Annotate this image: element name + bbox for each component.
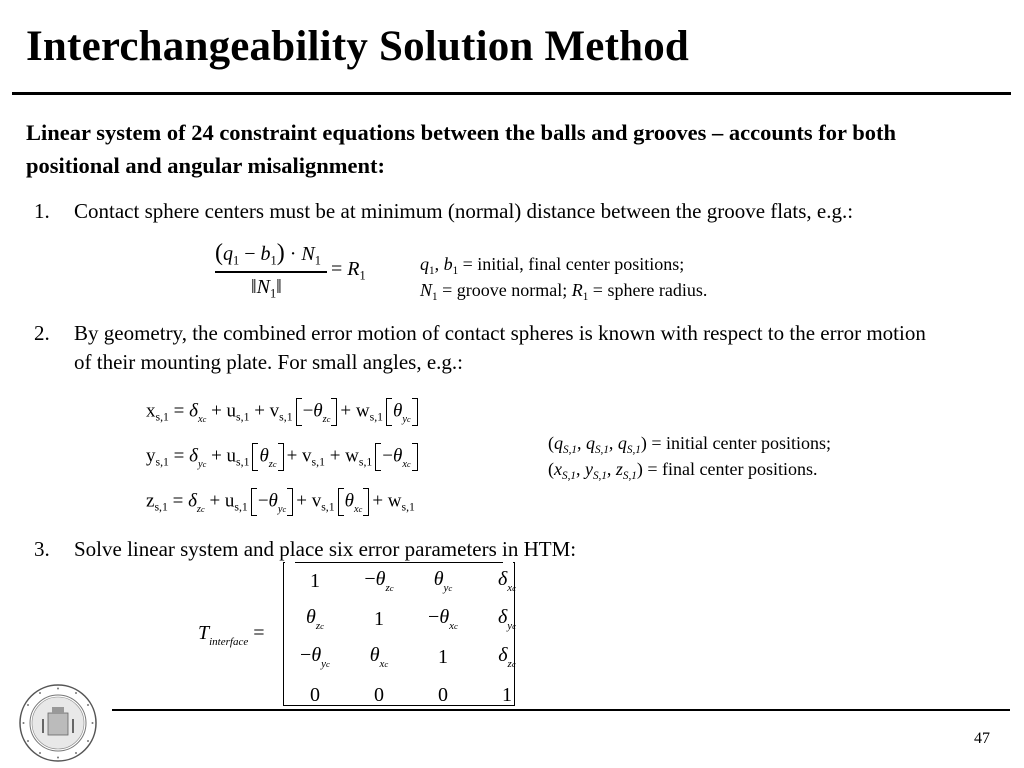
note-text: = final center positions. bbox=[642, 459, 818, 479]
note-final-center: ($x_{S,1}$, $y_{S,1}$, $z_{S,1}$) = final center positions. bbox=[548, 459, 818, 482]
matrix-cell: 1 bbox=[374, 607, 384, 630]
matrix-cell: $\delta_{yc}$ bbox=[497, 605, 517, 633]
equation-z: $z_{s,1} = \delta_{zc} + u_{s,1} -\theta_{yc} + v_{s,1}$ $\theta_{xc} + w_{s,1}$ bbox=[146, 488, 415, 516]
list-number: 2. bbox=[34, 321, 50, 345]
matrix-cell: $\delta_{zc}$ bbox=[498, 643, 516, 671]
note-text: = initial, final center positions; bbox=[458, 254, 685, 274]
matrix-cell: 1 bbox=[438, 645, 448, 668]
slide-title: Interchangeability Solution Method bbox=[26, 23, 690, 70]
note-normal-radius: $N_1$ = groove normal; $R_1$ = sphere radius. bbox=[420, 280, 708, 303]
htm-label: $T_{interface}$ = bbox=[198, 622, 265, 649]
matrix-row bbox=[283, 600, 539, 638]
note-text: = initial center positions; bbox=[646, 433, 831, 453]
list-text: Contact sphere centers must be at minimum (normal) distance between the groove flats, e.g.: bbox=[74, 199, 854, 223]
matrix-cell: $-\theta_{xc}$ bbox=[428, 605, 458, 633]
matrix-cell: 0 bbox=[438, 683, 448, 706]
list-number: 1. bbox=[34, 199, 50, 223]
matrix-cell: 0 bbox=[374, 683, 384, 706]
matrix-cell: 1 bbox=[310, 569, 320, 592]
matrix-cell: $-\theta_{yc}$ bbox=[300, 643, 330, 671]
matrix-cell: $-\theta_{zc}$ bbox=[364, 567, 394, 595]
list-item-2 bbox=[34, 319, 934, 379]
matrix-row bbox=[283, 638, 539, 676]
note-positions: $q_1$, $b_1$ = initial, final center positions; bbox=[420, 254, 685, 277]
list-number: 3. bbox=[34, 537, 50, 561]
matrix-cell: $\theta_{xc}$ bbox=[369, 643, 389, 671]
list-item-3 bbox=[34, 535, 934, 565]
list-item-1 bbox=[34, 197, 934, 257]
note-text: = sphere radius. bbox=[588, 280, 708, 300]
matrix-row bbox=[283, 562, 539, 600]
equation-x: $x_{s,1} = \delta_{xc} + u_{s,1} + v_{s,1} -\theta_{zc} + w_{s,1}$ $\theta_{yc}$ bbox=[146, 398, 421, 426]
note-initial-center: ($q_{S,1}$, $q_{S,1}$, $q_{S,1}$) = initial center positions; bbox=[548, 433, 831, 456]
equation-y: $y_{s,1} = \delta_{yc} + u_{s,1}$ $\theta_{zc} + v_{s,1} + w_{s,1} -\theta_{xc}$ bbox=[146, 443, 421, 471]
page-number: 47 bbox=[974, 730, 990, 747]
htm-matrix bbox=[283, 562, 539, 714]
matrix-cell: 0 bbox=[310, 683, 320, 706]
matrix-cell: $\delta_{xc}$ bbox=[497, 567, 517, 595]
matrix-cell: $\theta_{zc}$ bbox=[305, 605, 324, 633]
list-text: By geometry, the combined error motion of contact spheres is known with respect to the error motion of their mounting plate. For small angles, e.g.: bbox=[74, 321, 926, 374]
normal-distance-equation: $(q_1 - b_1) \cdot N_1$ $‖N_1‖$ = $R_1$ bbox=[215, 240, 366, 301]
matrix-cell: $\theta_{yc}$ bbox=[433, 567, 453, 595]
intro-text: Linear system of 24 constraint equations between the balls and grooves – accounts for both positional and angular misalignment: bbox=[26, 120, 897, 178]
list-text: Solve linear system and place six error parameters in HTM: bbox=[74, 537, 577, 561]
title-divider bbox=[12, 92, 1011, 95]
matrix-cell: 1 bbox=[502, 683, 512, 706]
note-text: = groove normal; bbox=[437, 280, 572, 300]
footer-divider bbox=[112, 709, 1010, 711]
mit-seal-logo bbox=[18, 683, 98, 763]
